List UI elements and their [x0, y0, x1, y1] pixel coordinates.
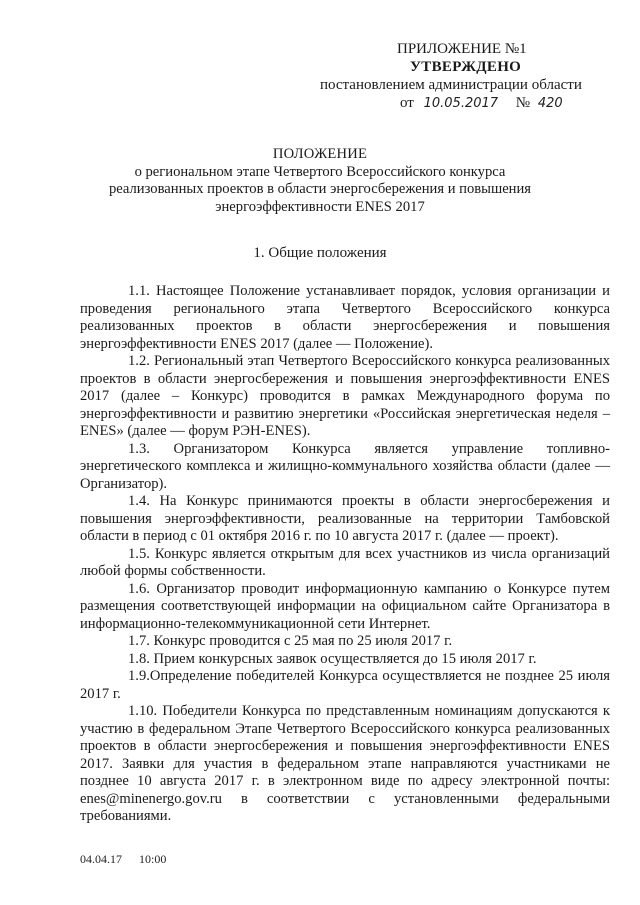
- paragraph-1-1: 1.1. Настоящее Положение устанавливает порядок, условия организации и проведения регионального этапа Четвертого Всероссийского конкурса реализованных проектов в области энергосбережения и повышения энергоэффективности ENES 2017 (далее — Положение).: [80, 283, 610, 352]
- handwritten-number: 420: [537, 96, 563, 111]
- paragraph-1-8: 1.8. Прием конкурсных заявок осуществляется до 15 июля 2017 г.: [128, 650, 537, 667]
- handwritten-date: 10.05.2017: [423, 96, 499, 111]
- approved-label: УТВЕРЖДЕНО: [410, 59, 522, 75]
- appendix-label: ПРИЛОЖЕНИЕ №1: [397, 41, 527, 57]
- paragraph-1-3: 1.3. Организатором Конкурса является управление топливно-энергетического комплекса и жилищно-коммунального хозяйства области (далее — Организатор).: [80, 440, 610, 492]
- document-body: [80, 283, 610, 826]
- decree-label: постановлением администрации области: [320, 77, 582, 93]
- paragraph-1-10: 1.10. Победители Конкурса по представленным номинациям допускаются к участию в федеральном Этапе Четвертого Всероссийского конкурса реализованных проектов в области энергосбережения и повышения энергоэффективности ENES 2017. Заявки для участия в федеральном этапе направляются участниками не позднее 10 августа 2017 г. в электронном виде по адресу электронной почты: enes@minenergo.gov.ru в соответствии с установленными федеральными требованиями.: [80, 703, 610, 824]
- paragraph-1-5: 1.5. Конкурс является открытым для всех участников из числа организаций любой формы собственности.: [80, 545, 610, 579]
- number-label: №: [515, 95, 531, 111]
- document-subtitle: о региональном этапе Четвертого Всероссийского конкурса реализованных проектов в области энергосбережения и повышения энергоэффективности ENES 2017: [108, 163, 532, 215]
- paragraph-1-2: 1.2. Региональный этап Четвертого Всероссийского конкурса реализованных проектов в области энергосбережения и повышения энергоэффективности ENES 2017 (далее – Конкурс) проводится в рамках Международного форума по энергоэффективности и развитию энергетики «Российская энергетическая неделя – ENES» (далее — форум РЭН-ENES).: [80, 353, 610, 439]
- approval-block: [320, 40, 610, 113]
- date-number-line: [320, 94, 610, 113]
- document-title-block: [90, 146, 550, 216]
- date-label: от: [400, 95, 414, 111]
- document-title: ПОЛОЖЕНИЕ: [272, 146, 368, 162]
- paragraph-1-6: 1.6. Организатор проводит информационную кампанию о Конкурсе путем размещения соответствующей информации на официальном сайте Организатора в информационно-телекоммуникационной сети Интернет.: [80, 580, 610, 632]
- footer-time: 10:00: [139, 852, 167, 866]
- paragraph-1-4: 1.4. На Конкурс принимаются проекты в области энергосбережения и повышения энергоэффективности, реализованные на территории Тамбовской области в период с 01 октября 2016 г. по 10 августа 2017 г. (далее — проект).: [80, 493, 610, 544]
- section-heading: 1. Общие положения: [253, 245, 387, 261]
- page-footer: [80, 852, 180, 867]
- footer-date: 04.04.17: [80, 852, 122, 866]
- paragraph-1-7: 1.7. Конкурс проводится с 25 мая по 25 июля 2017 г.: [128, 633, 453, 649]
- paragraph-1-9: 1.9.Определение победителей Конкурса осуществляется не позднее 25 июля 2017 г.: [80, 668, 610, 702]
